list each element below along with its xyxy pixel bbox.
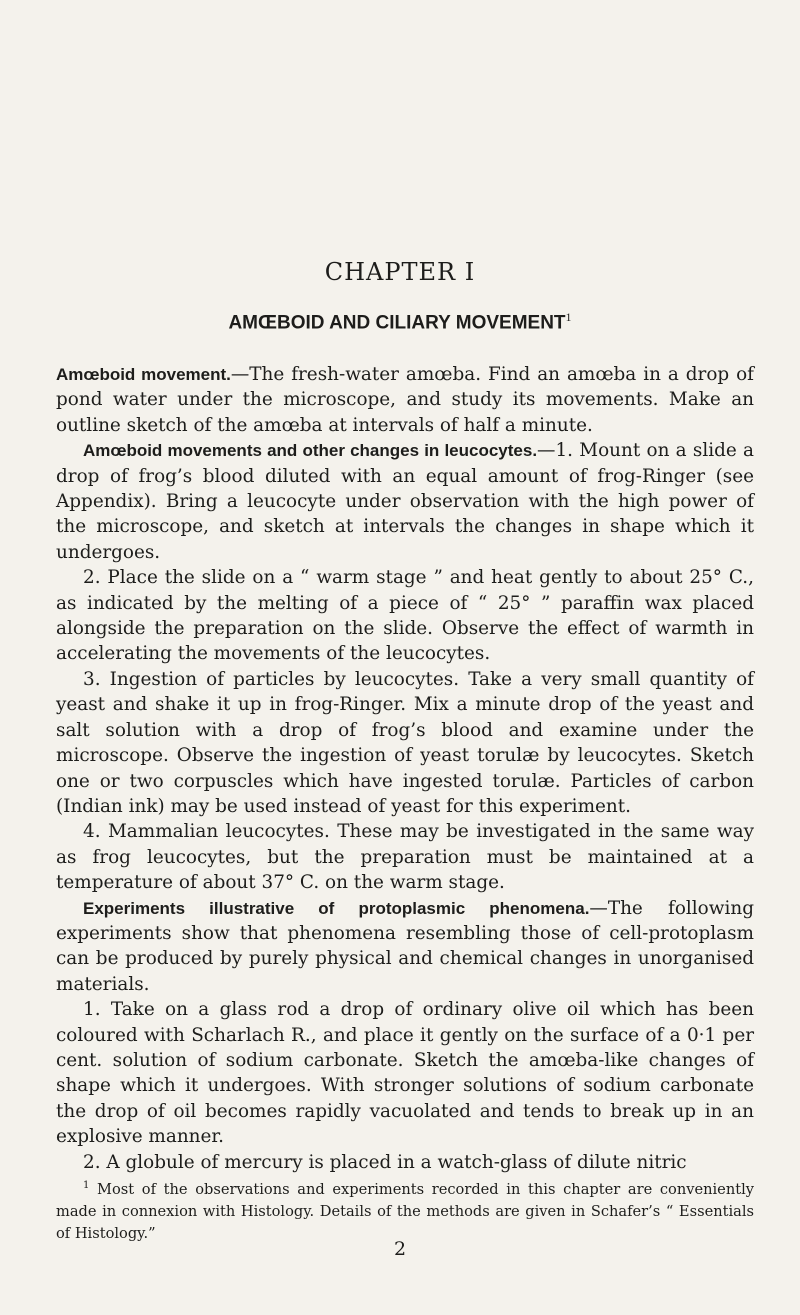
footnote-marker: 1 <box>83 1180 90 1191</box>
paragraph <box>56 362 754 438</box>
paragraph-text: 1. Take on a glass rod a drop of ordinary olive oil which has been coloured with Scharlach R., and place it gently on the surface of a 0·1 per cent. solution of sodium carbonate. Sketch the amœba-like changes of shape which it undergoes. With stronger solutions of sodium carbonate the drop of oil becomes rapidly vacuolated and tends to break up in an explosive manner. <box>56 999 754 1148</box>
paragraph <box>56 997 754 1149</box>
paragraph <box>56 438 754 565</box>
paragraph <box>56 565 754 667</box>
paragraph <box>56 819 754 895</box>
paragraph <box>56 896 754 998</box>
section-heading <box>0 310 800 334</box>
paragraph-text: —The fresh-water amœba. Find an amœba in a drop of pond water under the microscope, and study its movements. Make an outline sketch of the amœba at intervals of half a minute. <box>56 364 754 436</box>
page-number: 2 <box>393 1238 407 1260</box>
body-text <box>56 362 754 1175</box>
paragraph-text: —The following experiments show that phenomena resembling those of cell-protoplasm can be produced by purely physical and chemical changes in unorganised materials. <box>56 897 754 995</box>
paragraph <box>56 667 754 819</box>
footnote-paragraph <box>56 1175 754 1245</box>
paragraph-text: 4. Mammalian leucocytes. These may be investigated in the same way as frog leucocytes, but the preparation must be maintained at a temperature of about 37° C. on the warm stage. <box>56 821 754 894</box>
footnote-text: Most of the observations and experiments recorded in this chapter are conveniently made in connexion with Histology. Details of the methods are given in Schafer’s “ Essentials of Histology.” <box>56 1180 754 1242</box>
paragraph-lead: Experiments illustrative of protoplasmic phenomena. <box>83 898 590 918</box>
paragraph-lead: Amœboid movements and other changes in leucocytes. <box>83 441 538 461</box>
section-heading-text: AMŒBOID AND CILIARY MOVEMENT <box>228 312 566 334</box>
paragraph-lead: Amœboid movement. <box>56 365 231 384</box>
paragraph <box>56 1150 754 1175</box>
heading-footnote-ref: 1 <box>565 310 572 324</box>
paragraph-text: 2. Place the slide on a “ warm stage ” and heat gently to about 25° C., as indicated by the melting of a piece of “ 25° ” paraffin wax placed alongside the preparation on the slide. Observe the effect of warmth in accelerating the movements of the leucocytes. <box>56 567 754 665</box>
paragraph-text: 2. A globule of mercury is placed in a watch-glass of dilute nitric <box>83 1151 687 1173</box>
footnote <box>56 1175 754 1245</box>
paragraph-text: —1. Mount on a slide a drop of frog’s blood diluted with an equal amount of frog-Ringer (see Appendix). Bring a leucocyte under observation with the high power of the microscope, and sketch at intervals the changes in shape which it undergoes. <box>56 440 754 563</box>
chapter-title: CHAPTER I <box>324 258 476 286</box>
paragraph-text: 3. Ingestion of particles by leucocytes. Take a very small quantity of yeast and shake it up in frog-Ringer. Mix a minute drop of the yeast and salt solution with a drop of frog’s blood and examine under the microscope. Observe the ingestion of yeast torulæ by leucocytes. Sketch one or two corpuscles which have ingested torulæ. Particles of carbon (Indian ink) may be used instead of yeast for this experiment. <box>56 668 754 817</box>
